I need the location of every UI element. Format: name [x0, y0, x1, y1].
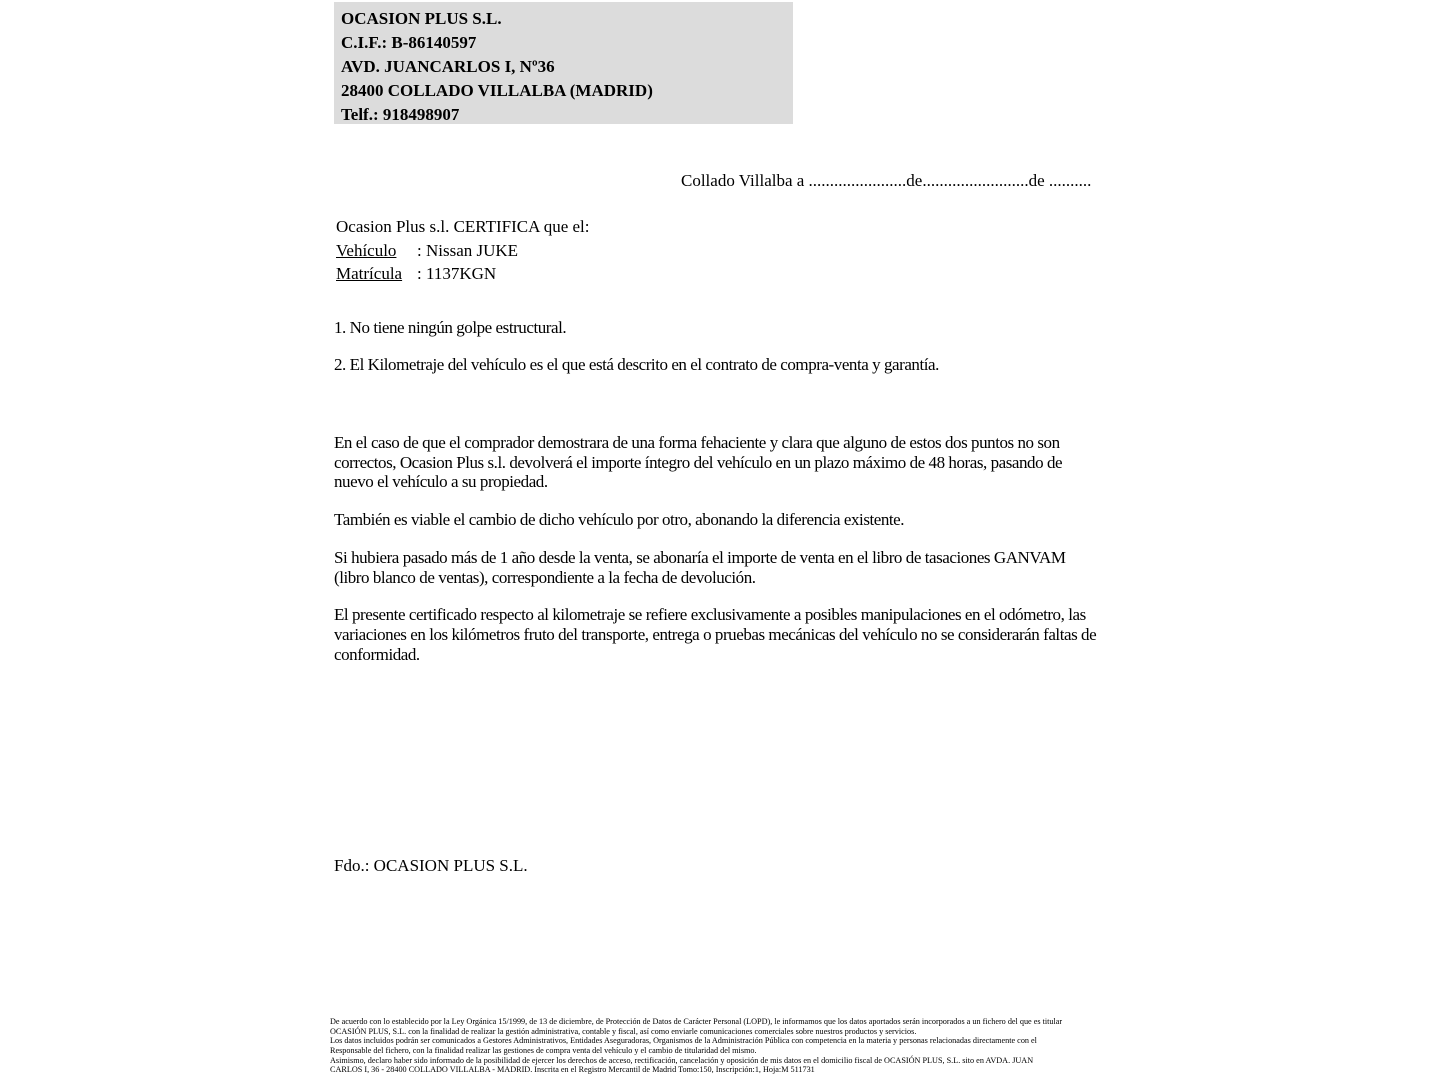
date-line: Collado Villalba a .......................de.........................de .......... — [681, 171, 1092, 190]
company-address: AVD. JUANCARLOS I, Nº36 — [341, 57, 555, 76]
condition-point-2: 2. El Kilometraje del vehículo es el que está descrito en el contrato de compra-venta y garantía. — [334, 354, 939, 374]
company-header-box — [334, 2, 793, 124]
company-name: OCASION PLUS S.L. — [341, 9, 502, 28]
plate-value: : 1137KGN — [417, 264, 497, 283]
plate-row — [336, 262, 590, 286]
legal-notice — [330, 1017, 1062, 1075]
legal-line-3: Los datos incluidos podrán ser comunicados a Gestores Administrativos, Entidades Aseguradoras, Organismos de la Administración Pública con competencia en la materia y personas relacionadas directamente con el — [330, 1036, 1037, 1046]
body-paragraph-ganvam: Si hubiera pasado más de 1 año desde la venta, se abonaría el importe de venta en el libro de tasaciones GANVAM (libro blanco de ventas), correspondiente a la fecha de devolución. — [334, 547, 1066, 587]
body-paragraph-odometer: El presente certificado respecto al kilometraje se refiere exclusivamente a posibles manipulaciones en el odómetro, las variaciones en los kilómetros fruto del transporte, entrega o pruebas mecánicas del vehículo no se considerarán faltas de conformidad. — [334, 605, 1097, 664]
vehicle-value: : Nissan JUKE — [417, 240, 519, 260]
company-phone: Telf.: 918498907 — [341, 105, 460, 124]
body-paragraph-exchange: También es viable el cambio de dicho vehículo por otro, abonando la diferencia existente. — [334, 510, 905, 530]
certification-block — [336, 215, 590, 286]
certification-intro: Ocasion Plus s.l. CERTIFICA que el: — [336, 217, 590, 236]
plate-label: Matrícula — [336, 264, 403, 283]
body-paragraph-refund: En el caso de que el comprador demostrara de una forma fehaciente y clara que alguno de estos dos puntos no son correctos, Ocasion Plus s.l. devolverá el importe íntegro del vehículo en un plazo máximo de 48 horas, pasando de nuevo el vehículo a su propiedad. — [334, 433, 1063, 492]
plate-label-wrap — [336, 262, 417, 286]
condition-points — [334, 318, 1100, 391]
signature-line: Fdo.: OCASION PLUS S.L. — [334, 856, 528, 875]
vehicle-label-wrap — [336, 239, 417, 263]
company-city: 28400 COLLADO VILLALBA (MADRID) — [341, 81, 653, 100]
legal-line-5: Asimismo, declaro haber sido informado de la posibilidad de ejercer los derechos de acceso, rectificación, cancelación y oposición de mis datos en el domicilio fiscal de OCASIÓN PLUS, S.L. sito en AVDA. JUAN — [330, 1055, 1034, 1065]
legal-line-1: De acuerdo con lo establecido por la Ley Orgánica 15/1999, de 13 de diciembre, de Protección de Datos de Carácter Personal (LOPD), le informamos que los datos aportados serán incorporados a un fichero del que es titular — [330, 1017, 1063, 1026]
condition-point-1: 1. No tiene ningún golpe estructural. — [334, 318, 567, 337]
legal-line-2: OCASIÓN PLUS, S.L. con la finalidad de realizar la gestión administrativa, contable y fiscal, así como enviarle comunicaciones comerciales sobre nuestros productos y servicios. — [330, 1026, 917, 1036]
vehicle-label: Vehículo — [336, 240, 397, 260]
body-paragraphs — [334, 433, 1100, 682]
legal-line-4: Responsable del fichero, con la finalidad realizar las gestiones de compra venta del vehículo y el cambio de titularidad del mismo. — [330, 1045, 757, 1055]
vehicle-row — [336, 239, 590, 263]
company-cif: C.I.F.: B-86140597 — [341, 33, 477, 52]
legal-line-6: CARLOS I, 36 - 28400 COLLADO VILLALBA - MADRID. Inscrita en el Registro Mercantil de Madrid Tomo:150, Inscripción:1, Hoja:M 511731 — [330, 1065, 815, 1075]
